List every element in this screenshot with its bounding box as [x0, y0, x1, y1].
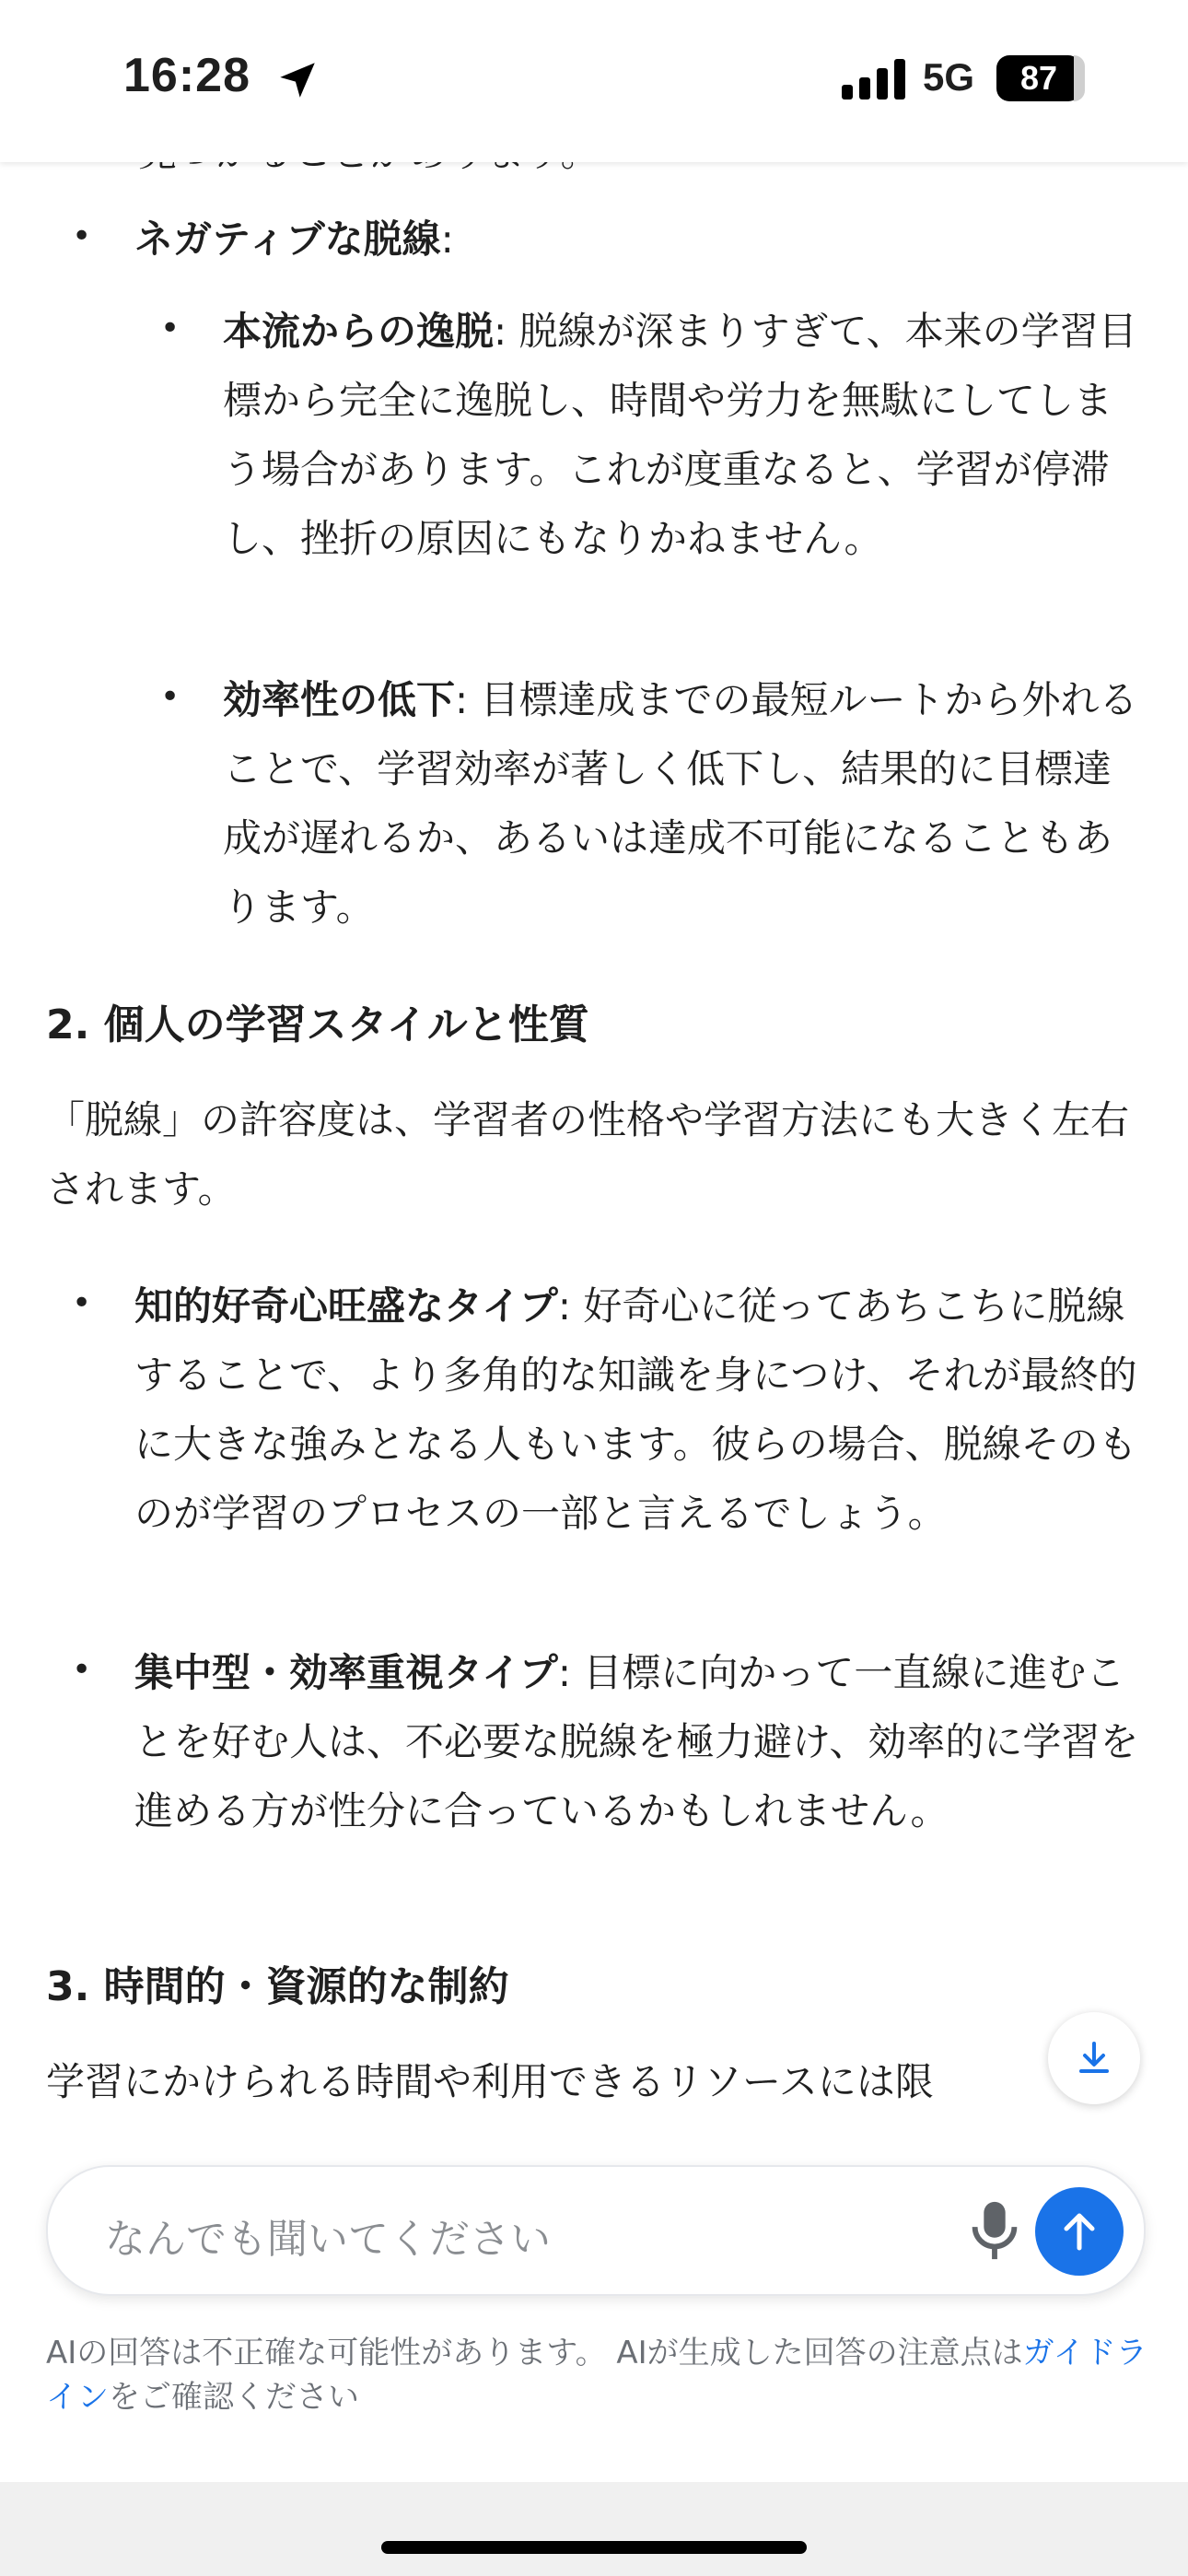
send-button[interactable]	[1035, 2187, 1124, 2276]
list-item: 知的好奇心旺盛なタイプ: 好奇心に従ってあちこちに脱線することで、より多角的な知識を身につけ、それが最終的に大きな強みとなる人もいます。彼らの場合、脱線そのものが学習のプロセスの一部と言えるでしょう。	[134, 1283, 1137, 1536]
section-heading: 3. 時間的・資源的な制約	[46, 1963, 509, 2010]
bullet-dot: •	[72, 1284, 92, 1322]
battery-indicator: 87	[996, 55, 1081, 101]
home-indicator[interactable]	[381, 2541, 807, 2554]
prompt-input-bar[interactable]	[46, 2165, 1146, 2296]
paragraph: 「脱線」の許容度は、学習者の性格や学習方法にも大きく左右されます。	[46, 1097, 1130, 1212]
bullet-dot: •	[72, 217, 92, 255]
guideline-link[interactable]: ガイドライン	[46, 2335, 1147, 2416]
disclaimer: AIの回答は不正確な可能性があります。 AIが生成した回答の注意点はガイドラインをご確認ください	[46, 2335, 1147, 2416]
status-bar	[0, 0, 1188, 162]
prompt-input[interactable]: なんでも聞いてください	[105, 2216, 551, 2263]
location-arrow-icon	[274, 57, 320, 103]
signal-icon	[842, 59, 906, 100]
mic-icon[interactable]	[969, 2198, 1020, 2263]
paragraph: 学習にかけられる時間や利用できるリソースには限	[46, 2059, 934, 2104]
home-area	[0, 2482, 1188, 2576]
list-item: 効率性の低下: 目標達成までの最短ルートから外れることで、学習効率が著しく低下し、結果的に目標達成が遅れるか、あるいは達成不可能になることもあります。	[223, 677, 1138, 930]
list-item: 本流からの逸脱: 脱線が深まりすぎて、本来の学習目標から完全に逸脱し、時間や労力を無駄にしてしまう場合があります。これが度重なると、学習が停滞し、挫折の原因にもなりかねません。	[223, 309, 1137, 561]
status-time: 16:28	[123, 49, 250, 102]
send-arrow-icon	[1055, 2207, 1103, 2255]
bullet-dot: •	[160, 310, 181, 347]
network-type: 5G	[923, 55, 975, 99]
section-heading: 2. 個人の学習スタイルと性質	[46, 1001, 589, 1048]
battery-tip	[1074, 55, 1085, 101]
scroll-down-icon	[1076, 2040, 1112, 2077]
bullet-dot: •	[160, 678, 181, 716]
bullet-dot: •	[72, 1651, 92, 1689]
negative-label: ネガティブな脱線:	[134, 217, 454, 262]
list-item: 集中型・効率重視タイプ: 目標に向かって一直線に進むことを好む人は、不必要な脱線を極力避け、効率的に学習を進める方が性分に合っているかもしれません。	[134, 1650, 1139, 1833]
scroll-down-button[interactable]	[1048, 2012, 1140, 2104]
